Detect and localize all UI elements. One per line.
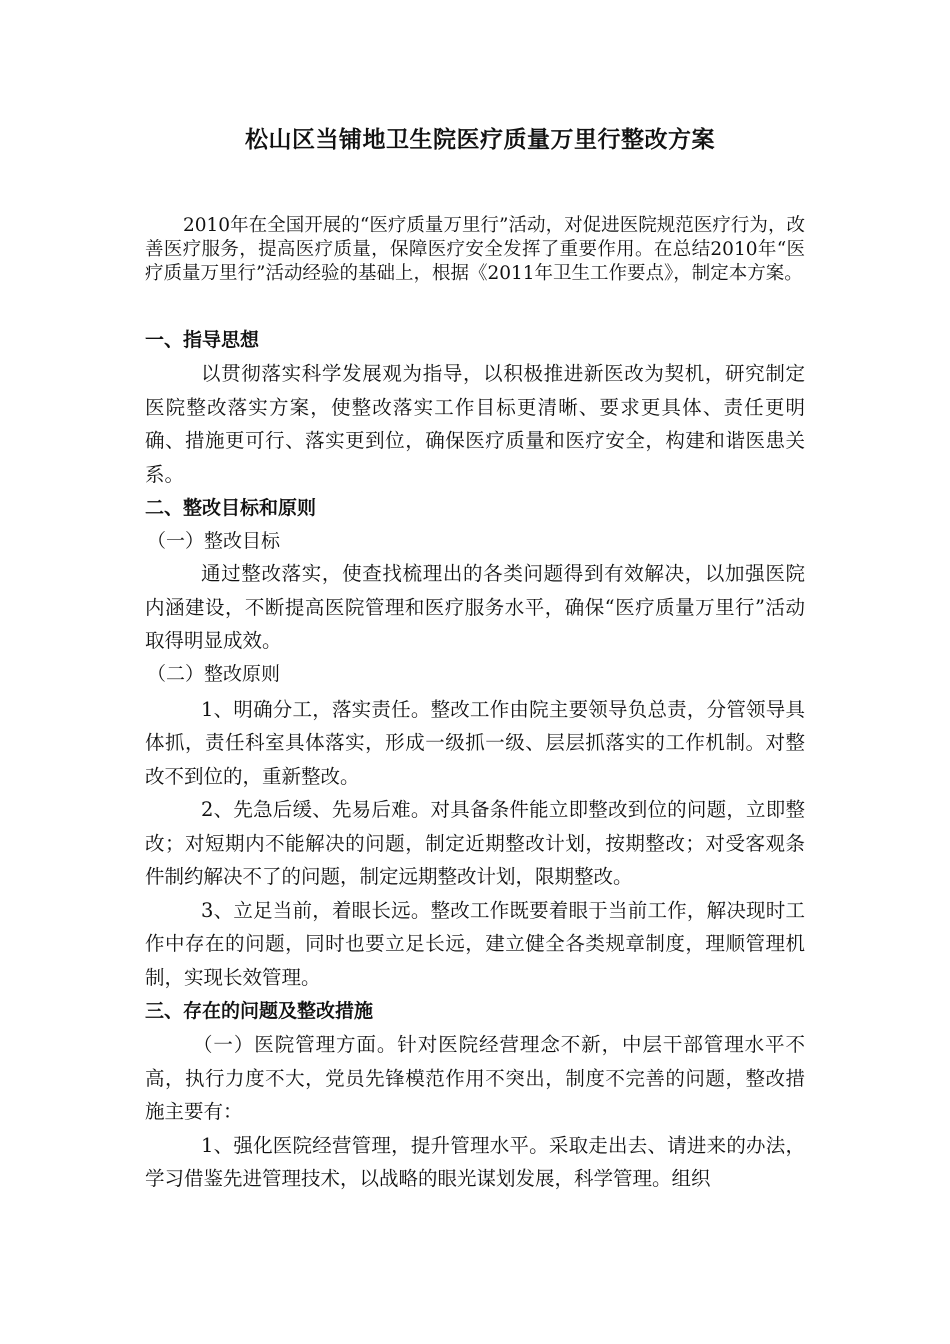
principle-3-paragraph: 3、立足当前，着眼长远。整改工作既要着眼于当前工作，解决现时工作中存在的问题，同时也要立足长远，建立健全各类规章制度，理顺管理机制，实现长效管理。 (145, 898, 805, 989)
section-3-item1-paragraph: 1、强化医院经营管理，提升管理水平。采取走出去、请进来的办法，学习借鉴先进管理技术，以战略的眼光谋划发展，科学管理。组织 (145, 1133, 805, 1190)
section-2-sub2-heading: （二）整改原则 (147, 662, 281, 685)
principle-2-paragraph: 2、先急后缓、先易后难。对具备条件能立即整改到位的问题，立即整改；对短期内不能解决的问题，制定近期整改计划，按期整改；对受客观条件制约解决不了的问题，制定远期整改计划，限期整改。 (145, 798, 805, 888)
section-1-paragraph: 以贯彻落实科学发展观为指导，以积极推进新医改为契机，研究制定医院整改落实方案，使整改落实工作目标更清晰、要求更具体、责任更明确、措施更可行、落实更到位，确保医疗质量和医疗安全，构建和谐医患关系。 (145, 362, 805, 486)
section-3-heading: 三、存在的问题及整改措施 (145, 1000, 374, 1022)
document-body (145, 323, 805, 1196)
principle-1-paragraph: 1、明确分工，落实责任。整改工作由院主要领导负总责，分管领导具体抓，责任科室具体落实，形成一级抓一级、层层抓落实的工作机制。对整改不到位的，重新整改。 (145, 697, 805, 788)
section-2-sub1-paragraph: 通过整改落实，使查找梳理出的各类问题得到有效解决，以加强医院内涵建设，不断提高医院管理和医疗服务水平，确保“医疗质量万里行”活动取得明显成效。 (145, 562, 805, 652)
intro-paragraph: 2010年在全国开展的“医疗质量万里行”活动，对促进医院规范医疗行为，改善医疗服务，提高医疗质量，保障医疗安全发挥了重要作用。在总结2010年“医疗质量万里行”活动经验的基础上，根据《2011年卫生工作要点》，制定本方案。 (145, 214, 805, 284)
document-title: 松山区当铺地卫生院医疗质量万里行整改方案 (245, 127, 715, 153)
section-2-sub1-heading: （一）整改目标 (147, 530, 281, 552)
section-2-heading: 二、整改目标和原则 (145, 497, 317, 519)
section-1-heading: 一、指导思想 (145, 329, 260, 351)
section-3-sub1-paragraph: （一）医院管理方面。针对医院经营理念不新，中层干部管理水平不高，执行力度不大，党员先锋模范作用不突出，制度不完善的问题，整改措施主要有： (145, 1033, 805, 1123)
